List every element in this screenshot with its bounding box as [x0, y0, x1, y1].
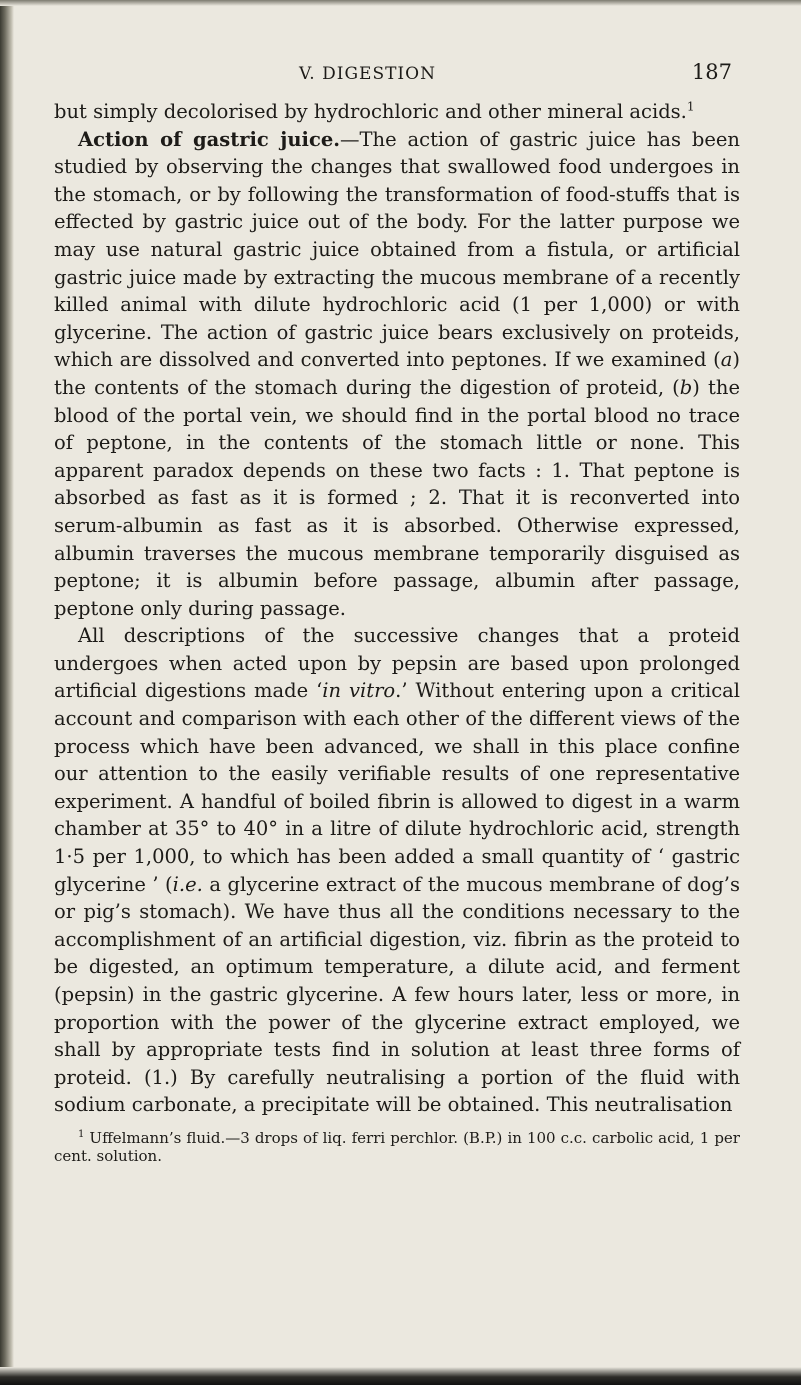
page-bottom-edge: [0, 1367, 801, 1385]
paragraph-2-text-c: ) the blood of the portal vein, we should find in the portal blood no trace of peptone, in the contents of the stomach little or none. This apparent paradox depends on these two facts : 1. That peptone is absorbed as fast as it is formed ; 2. That it is reconverted into serum-albumin as fast as it is absorbed. Otherwise expressed, albumin traverses the mucous membrane temporarily disguised as peptone; it is albumin before passage, albumin after passage, peptone only during passage.: [54, 375, 740, 620]
label-b: b: [679, 375, 693, 399]
page-top-edge: [0, 0, 801, 6]
section-heading: Action of gastric juice.: [78, 127, 341, 151]
body-text: [54, 98, 740, 1119]
paragraph-2: [54, 126, 740, 623]
footnote: [54, 1129, 740, 1165]
paragraph-1-text: but simply decolorised by hydrochloric and other mineral acids.: [54, 100, 687, 123]
ie-italic: i.e.: [172, 872, 203, 896]
book-spine-shadow: [0, 0, 14, 1385]
paragraph-3: [54, 622, 740, 1119]
book-page: [54, 60, 740, 1165]
page-number: 187: [691, 60, 732, 84]
label-a: a: [720, 348, 733, 372]
paragraph-3-text-c: a glycerine extract of the mucous membrane of dog’s or pig’s stomach). We have thus all the conditions necessary to the accomplishment of an artificial digestion, viz. fibrin as the proteid to be digested, an optimum temperature, a dilute acid, and ferment (pepsin) in the gastric glycerine. A few hours later, less or more, in proportion with the power of the glycerine extract employed, we shall by appropriate tests find in solution at least three forms of proteid. (1.) By carefully neutralising a portion of the fluid with sodium carbonate, a precipitate will be obtained. This neutralisation: [54, 872, 741, 1117]
paragraph-1: [54, 98, 740, 126]
paragraph-3-text-b: .’ Without entering upon a critical account and comparison with each other of the different views of the process which have been advanced, we shall in this place confine our attention to the easily verifiable results of one representative experiment. A handful of boiled fibrin is allowed to digest in a warm chamber at 35° to 40° in a litre of dilute hydrochloric acid, strength 1·5 per 1,000, to which has been added a small quantity of ‘ gastric glycerine ’ (: [54, 679, 740, 896]
paragraph-3-text-a: All descriptions of the successive changes that a proteid undergoes when acted upon by pepsin are based upon prolonged artificial digestions made ‘: [54, 624, 740, 703]
running-head: [54, 60, 740, 90]
in-vitro-italic: in vitro: [322, 679, 396, 703]
paragraph-2-text-a: —The action of gastric juice has been studied by observing the changes that swallowed food undergoes in the stomach, or by following the transformation of food-stuffs that is effected by gastric juice out of the body. For the latter purpose we may use natural gastric juice obtained from a fistula, or artificial gastric juice made by extracting the mucous membrane of a recently killed animal with dilute hydrochloric acid (1 per 1,000) or with glycerine. The action of gastric juice bears exclusively on proteids, which are dissolved and converted into peptones. If we examined (: [54, 127, 740, 372]
footnote-mark: 1: [78, 1128, 85, 1140]
footnote-reference: 1: [686, 99, 695, 114]
paragraph-2-text-b: ) the contents of the stomach during the digestion of proteid, (: [54, 348, 740, 399]
footnote-text: Uffelmann’s fluid.—3 drops of liq. ferri perchlor. (B.P.) in 100 c.c. carbolic acid, 1 per cent. solution.: [54, 1128, 740, 1165]
chapter-title: V. DIGESTION: [299, 64, 436, 84]
